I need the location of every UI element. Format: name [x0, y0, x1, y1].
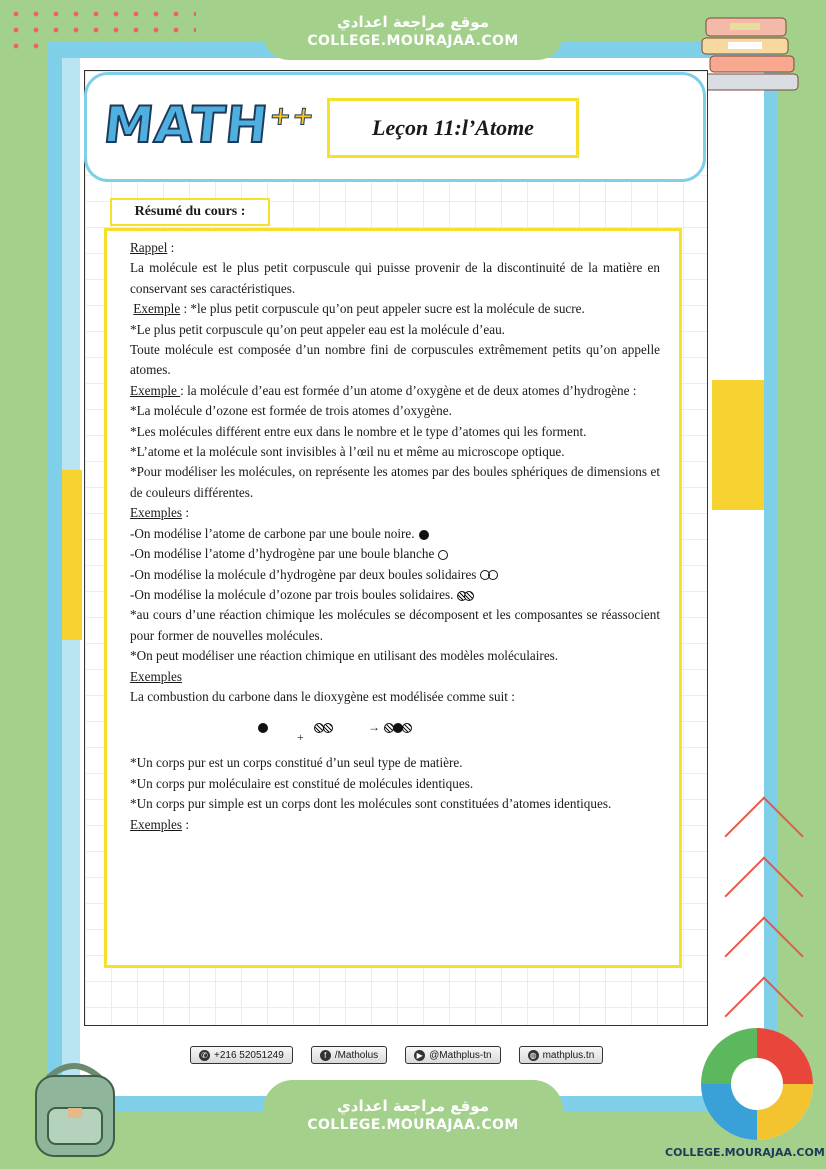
- globe-icon: ◍: [528, 1050, 539, 1061]
- white-ball-icon: [488, 570, 498, 580]
- exemples-line: [130, 815, 660, 835]
- oxygen-ball-icon: [402, 723, 412, 733]
- paragraph: *au cours d’une réaction chimique les molécules se décomposent et les composantes se réassocient pour former de nouvelles molécules.: [130, 607, 660, 643]
- plus-sign: +: [297, 730, 304, 745]
- exemples-label: Exemples: [130, 816, 183, 832]
- bottom-site-banner[interactable]: [263, 1080, 563, 1146]
- summary-heading-box: [110, 198, 270, 226]
- backpack-icon: [18, 1058, 130, 1158]
- example-text: -On modélise la molécule d’hydrogène par deux boules solidaires: [130, 566, 477, 582]
- example-text: -On modélise l’atome d’hydrogène par une boule blanche: [130, 546, 435, 562]
- carbon-ball-icon: [258, 723, 268, 733]
- reaction-arrow: →: [368, 720, 380, 735]
- top-site-banner[interactable]: [263, 8, 563, 60]
- facebook-text: /Matholus: [334, 1049, 379, 1061]
- phone-icon: ✆: [199, 1050, 210, 1061]
- example-text: -On modélise la molécule d’ozone par trois boules solidaires.: [130, 586, 454, 602]
- exemples-line: [130, 503, 660, 523]
- paragraph: : *le plus petit corpuscule qu’on peut appeler sucre est la molécule de sucre.: [180, 301, 585, 317]
- paragraph: *Un corps pur moléculaire est constitué de molécules identiques.: [130, 775, 474, 791]
- example-item: [130, 544, 660, 564]
- facebook-icon: f: [320, 1050, 331, 1061]
- banner-domain[interactable]: COLLEGE.MOURAJAA.COM: [307, 1117, 519, 1133]
- phone-text: +216 52051249: [214, 1049, 284, 1061]
- youtube-text: @Mathplus-tn: [429, 1049, 492, 1061]
- yellow-accent-right: [712, 380, 764, 510]
- summary-heading: Résumé du cours :: [134, 204, 246, 219]
- exemples-label: Exemples: [130, 505, 183, 521]
- rappel-colon: :: [167, 240, 175, 255]
- banner-domain[interactable]: COLLEGE.MOURAJAA.COM: [307, 33, 519, 49]
- paragraph: *Le plus petit corpuscule qu’on peut appeler eau est la molécule d’eau.: [130, 321, 505, 337]
- white-ball-icon: [438, 550, 448, 560]
- reaction-equation: [130, 707, 660, 753]
- paragraph: *On peut modéliser une réaction chimique en utilisant des modèles moléculaires.: [130, 648, 559, 664]
- exemples-colon: :: [182, 505, 189, 521]
- paragraph: *Pour modéliser les molécules, on représente les atomes par des boules sphériques de dimensions et de couleurs différentes.: [130, 464, 660, 500]
- example-item: [130, 585, 660, 605]
- paragraph: : la molécule d’eau est formée d’un atome d’oxygène et de deux atomes d’hydrogène :: [180, 382, 637, 398]
- rappel-label: Rappel: [130, 240, 168, 255]
- exemples-colon: :: [182, 816, 189, 832]
- exemple-label: Exemple: [133, 301, 181, 317]
- paragraph: Toute molécule est composée d’un nombre fini de corpuscules extrêmement petits qu’on appelle atomes.: [130, 342, 660, 378]
- banner-arabic-title: موقع مراجعة اعدادي: [337, 13, 489, 31]
- hatched-ball-icon: [464, 591, 474, 601]
- facebook-link[interactable]: [311, 1046, 387, 1064]
- example-line: [130, 381, 660, 401]
- paragraph: La combustion du carbone dans le dioxygène est modélisée comme suit :: [130, 688, 515, 704]
- example-item: [130, 565, 660, 585]
- lesson-title-box: [327, 98, 579, 158]
- logo-plus: ++: [267, 101, 317, 132]
- social-links: [190, 1046, 603, 1064]
- website-text: mathplus.tn: [542, 1049, 595, 1061]
- example-line: [130, 299, 660, 319]
- example-text: -On modélise l’atome de carbone par une boule noire.: [130, 525, 415, 541]
- rappel-line: [130, 238, 660, 258]
- oxygen-ball-icon: [323, 723, 333, 733]
- yellow-accent-left: [62, 470, 82, 640]
- exemple-label: Exemple: [130, 382, 181, 398]
- paragraph: *L’atome et la molécule sont invisibles à l’œil nu et même au microscope optique.: [130, 444, 565, 460]
- logo-text: MATH: [100, 96, 272, 154]
- college-wheel-logo: [697, 1024, 817, 1144]
- phone-link[interactable]: [190, 1046, 293, 1064]
- books-icon: [700, 16, 804, 92]
- lesson-title: Leçon 11:l’Atome: [372, 115, 534, 140]
- youtube-link[interactable]: [405, 1046, 500, 1064]
- lesson-content: [130, 238, 660, 835]
- black-ball-icon: [419, 530, 429, 540]
- paragraph: La molécule est le plus petit corpuscule qui puisse provenir de la discontinuité de la matière en conservant ses caractéristiques.: [130, 260, 660, 296]
- youtube-icon: ▶: [414, 1050, 425, 1061]
- banner-arabic-title: موقع مراجعة اعدادي: [337, 1097, 489, 1115]
- footer-logo[interactable]: COLLEGE.MOURAJAA.COM: [665, 1146, 825, 1159]
- paragraph: *Un corps pur simple est un corps dont les molécules sont constituées d’atomes identiques.: [130, 796, 612, 812]
- paragraph: *Les molécules différent entre eux dans le nombre et le type d’atomes qui les forment.: [130, 423, 587, 439]
- website-link[interactable]: [519, 1046, 604, 1064]
- example-item: [130, 524, 660, 544]
- exemples-label: Exemples: [130, 668, 183, 684]
- math-plus-logo: [101, 96, 317, 154]
- paragraph: *Un corps pur est un corps constitué d’un seul type de matière.: [130, 755, 463, 771]
- paragraph: *La molécule d’ozone est formée de trois atomes d’oxygène.: [130, 403, 452, 419]
